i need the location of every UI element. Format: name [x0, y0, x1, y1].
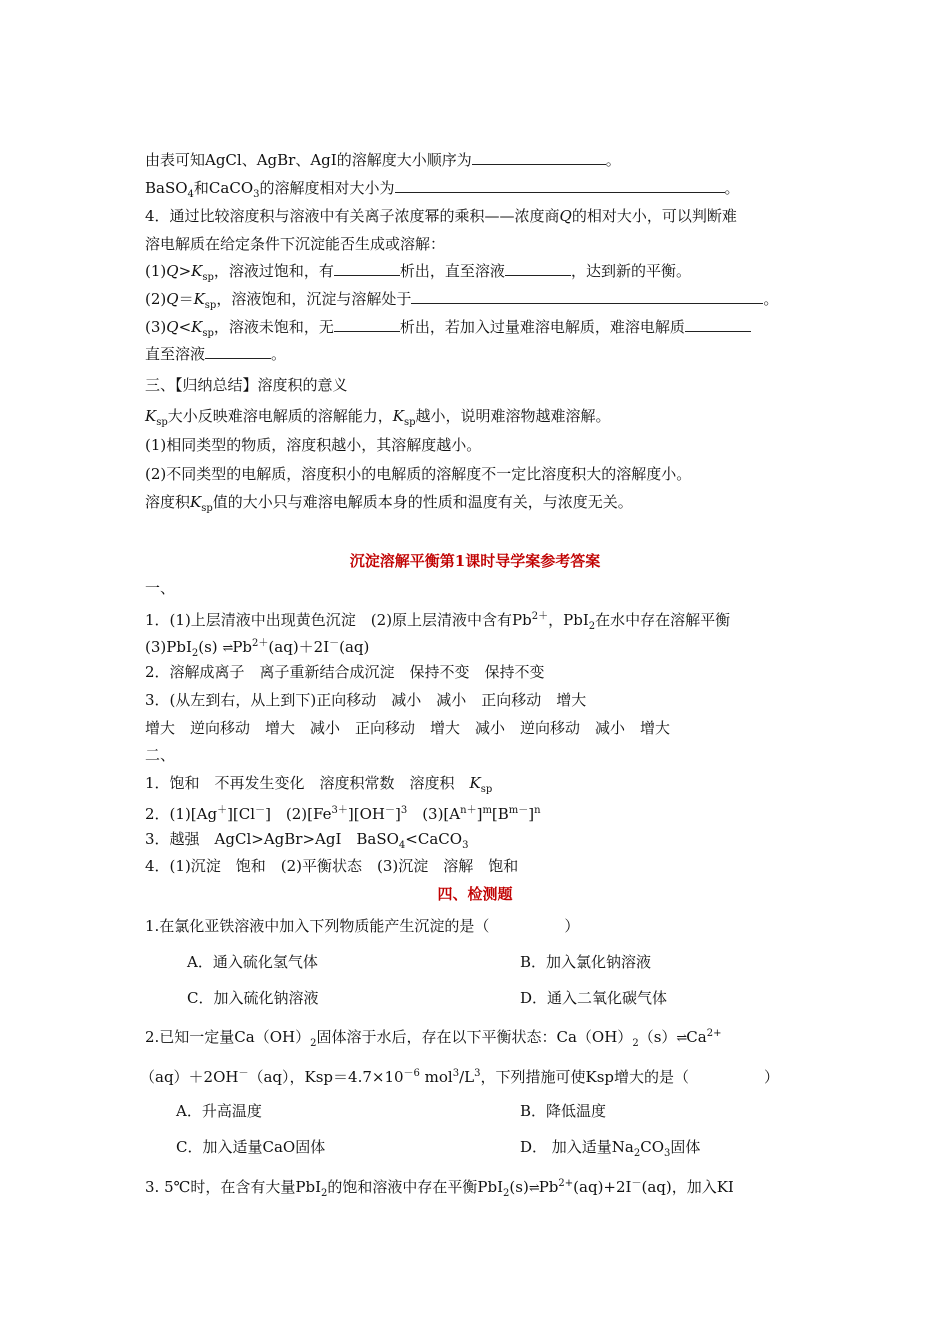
text: (1): [145, 262, 167, 280]
text: ]: [394, 805, 401, 823]
text-line: [145, 261, 691, 288]
text: 4．通过比较溶度积与溶液中有关离子浓度幂的乘积——浓度商: [145, 207, 560, 225]
text: (2): [145, 290, 167, 308]
equilibrium-arrow-icon: ⇌: [676, 1031, 687, 1046]
fill-blank: [505, 261, 571, 276]
fill-blank: [685, 317, 751, 332]
fill-blank: [411, 289, 763, 304]
subscript: sp: [202, 328, 214, 339]
superscript: －: [631, 1178, 642, 1189]
italic-symbol: K: [193, 290, 205, 308]
text-line: [145, 634, 369, 664]
text: D．通入二氧化碳气体: [520, 989, 668, 1007]
text-line: [145, 829, 468, 856]
superscript: m: [482, 805, 492, 816]
text-line: [145, 406, 611, 433]
subscript: 3: [462, 840, 469, 851]
text: 大小反映难溶电解质的溶解能力，: [167, 407, 393, 425]
text: 值的大小只与难溶电解质本身的性质和温度有关，与浓度无关。: [212, 493, 633, 511]
subscript: sp: [156, 417, 168, 428]
text: A．升高温度: [176, 1102, 262, 1120]
text: BaSO: [145, 179, 188, 197]
superscript: 3: [452, 1068, 460, 1079]
superscript: 2+: [558, 1178, 574, 1189]
option-a: [187, 952, 318, 972]
text-line: [145, 464, 691, 484]
text: 。: [605, 151, 621, 169]
text: 增大 逆向移动 增大 减小 正向移动 增大 减小 逆向移动 减小 增大: [145, 719, 671, 737]
text: mol: [419, 1068, 453, 1086]
text: (3)PbI: [145, 638, 192, 656]
text: ]: [476, 805, 483, 823]
text: 在水中存在溶解平衡: [595, 611, 731, 629]
text: B．降低温度: [520, 1102, 607, 1120]
subscript: 2: [321, 1188, 328, 1199]
subscript: 2: [310, 1038, 317, 1049]
text: （aq），Ksp＝4.7×10: [248, 1068, 404, 1086]
text: (aq)+2I: [573, 1178, 632, 1196]
text: Ca: [686, 1028, 707, 1046]
superscript: 3: [474, 1068, 481, 1079]
subscript: sp: [480, 784, 493, 795]
text-line: [145, 206, 737, 226]
text-line: [145, 801, 541, 824]
text: (2)不同类型的电解质，溶度积小的电解质的溶解度不一定比溶度积大的溶解度小。: [145, 465, 692, 483]
equilibrium-arrow-icon: ⇌: [528, 1181, 539, 1196]
text: 1.在氯化亚铁溶液中加入下列物质能产生沉淀的是（ ）: [145, 917, 580, 935]
superscript: －6: [403, 1068, 420, 1079]
fill-blank: [334, 261, 400, 276]
text: <: [178, 318, 192, 336]
text-line: [145, 662, 545, 682]
text-line: [145, 317, 751, 344]
fill-blank: [395, 178, 725, 193]
section-label: [145, 745, 175, 765]
text-line: [145, 690, 586, 710]
text: ][OH: [347, 805, 385, 823]
text: 3. 5℃时，在含有大量PbI: [145, 1178, 322, 1196]
subscript: 2: [632, 1038, 639, 1049]
text: ][Cl: [227, 805, 256, 823]
question-3: [145, 1174, 734, 1204]
text: 的饱和溶液中存在平衡PbI: [327, 1178, 504, 1196]
text-line: [145, 856, 518, 876]
text: 1．饱和 不再发生变化 溶度积常数 溶度积: [145, 774, 470, 792]
text: ，PbI: [548, 611, 589, 629]
text: (aq)＋2I: [268, 638, 330, 656]
italic-symbol: K: [191, 262, 203, 280]
text: （aq）＋2OH: [140, 1068, 239, 1086]
text: 由表可知AgCl、AgBr、AgI的溶解度大小顺序为: [145, 151, 472, 169]
subscript: 2: [503, 1188, 510, 1199]
italic-symbol: Q: [559, 207, 572, 225]
text: 。: [763, 290, 779, 308]
text-line: [145, 435, 481, 455]
text: [B: [491, 805, 509, 823]
text: ＝: [178, 290, 194, 308]
subscript: 3: [253, 189, 260, 200]
text: 固体溶于水后，存在以下平衡状态：Ca（OH）: [316, 1028, 633, 1046]
text: （s）: [638, 1028, 677, 1046]
text: ]: [528, 805, 535, 823]
text: 溶电解质在给定条件下沉淀能否生成或溶解：: [145, 235, 446, 253]
superscript: n＋: [460, 805, 477, 816]
text: (aq)，加入KI: [641, 1178, 734, 1196]
option-d: [520, 988, 667, 1008]
text: (3): [145, 318, 167, 336]
text: Pb: [232, 638, 253, 656]
answers-title: 沉淀溶解平衡第1课时导学案参考答案: [349, 552, 601, 570]
text: 。: [724, 179, 740, 197]
superscript: 2＋: [531, 611, 549, 622]
fill-blank: [205, 344, 271, 359]
italic-symbol: Q: [166, 318, 179, 336]
option-d: [520, 1137, 700, 1164]
italic-symbol: K: [469, 774, 481, 792]
text: ，溶液过饱和，有: [213, 262, 334, 280]
subscript: 4: [398, 840, 406, 851]
text: ，下列措施可使Ksp增大的是（ ）: [480, 1068, 780, 1086]
subscript: sp: [204, 300, 217, 311]
fill-blank: [472, 150, 606, 165]
text: Pb: [538, 1178, 559, 1196]
text: 1．(1)上层清液中出现黄色沉淀 (2)原上层清液中含有Pb: [145, 611, 532, 629]
superscript: n: [534, 805, 541, 816]
equilibrium-arrow-icon: ⇌: [222, 641, 233, 656]
section-label: [145, 578, 175, 598]
text-line: [145, 492, 633, 519]
text: C．加入适量CaO固体: [176, 1138, 326, 1156]
section-heading: [145, 375, 348, 395]
text: 析出，若加入过量难溶电解质，难溶电解质: [399, 318, 685, 336]
text-line: [145, 178, 740, 205]
italic-symbol: K: [190, 493, 202, 511]
text: 的相对大小，可以判断难: [571, 207, 737, 225]
test-title: 四、检测题: [437, 885, 513, 903]
superscript: 3＋: [331, 805, 348, 816]
superscript: m－: [508, 805, 529, 816]
subscript: sp: [202, 272, 214, 283]
text: /L: [459, 1068, 475, 1086]
text: 2.已知一定量Ca（OH）: [145, 1028, 311, 1046]
text: 3．越强 AgCl>AgBr>AgI BaSO: [145, 830, 399, 848]
superscript: －: [255, 805, 266, 816]
superscript: －: [384, 805, 395, 816]
text: C．加入硫化钠溶液: [187, 989, 319, 1007]
italic-symbol: K: [392, 407, 404, 425]
italic-symbol: K: [145, 407, 157, 425]
text: (3)[A: [407, 805, 461, 823]
text-line: [145, 607, 730, 637]
text: (s): [198, 638, 218, 656]
text: ，溶液饱和，沉淀与溶解处于: [216, 290, 412, 308]
text: ] (2)[Fe: [265, 805, 332, 823]
text-line: [145, 234, 445, 254]
subscript: sp: [404, 417, 416, 428]
text: (1)相同类型的物质，溶度积越小，其溶解度越小。: [145, 436, 482, 454]
text: 。: [271, 345, 287, 363]
text: 一、: [145, 579, 176, 597]
text: 4．(1)沉淀 饱和 (2)平衡状态 (3)沉淀 溶解 饱和: [145, 857, 519, 875]
text: 固体: [670, 1138, 701, 1156]
text: ，溶液未饱和，无: [213, 318, 334, 336]
text: 的溶解度相对大小为: [259, 179, 395, 197]
option-b: [520, 952, 651, 972]
subscript: 3: [664, 1148, 671, 1159]
subscript: sp: [201, 503, 213, 514]
superscript: 3: [400, 805, 408, 816]
text: >: [178, 262, 192, 280]
superscript: －: [238, 1068, 249, 1079]
superscript: ＋: [217, 805, 228, 816]
text: 直至溶液: [145, 345, 206, 363]
text: 2．(1)[Ag: [145, 805, 218, 823]
option-a: [176, 1101, 262, 1121]
superscript: 2+: [706, 1028, 722, 1039]
superscript: －: [329, 638, 340, 649]
text: 溶度积: [145, 493, 191, 511]
subscript: 4: [187, 189, 194, 200]
text-line: [145, 773, 492, 800]
text: A．通入硫化氢气体: [187, 953, 318, 971]
text: D． 加入适量Na: [520, 1138, 634, 1156]
subscript: 2: [191, 648, 199, 659]
italic-symbol: Q: [166, 262, 179, 280]
text: 三、【归纳总结】溶度积的意义: [145, 376, 348, 394]
subscript: 2: [588, 621, 596, 632]
text: (s): [509, 1178, 529, 1196]
text: 和CaCO: [193, 179, 254, 197]
text: B．加入氯化钠溶液: [520, 953, 652, 971]
italic-symbol: Q: [166, 290, 179, 308]
text: 2．溶解成离子 离子重新结合成沉淀 保持不变 保持不变: [145, 663, 545, 681]
text: 3．(从左到右，从上到下)正向移动 减小 减小 正向移动 增大: [145, 691, 587, 709]
text-line: [145, 344, 286, 364]
subscript: 2: [633, 1148, 641, 1159]
text: 析出，直至溶液: [399, 262, 505, 280]
text-line: [145, 150, 621, 170]
option-c: [187, 988, 318, 1008]
text: 越小，说明难溶物越难溶解。: [415, 407, 611, 425]
text: (aq): [339, 638, 370, 656]
text: ，达到新的平衡。: [570, 262, 691, 280]
text: 二、: [145, 746, 176, 764]
text-line: [145, 289, 778, 316]
question-2-cont: [140, 1064, 779, 1087]
superscript: 2＋: [252, 638, 269, 649]
question-2: [145, 1024, 721, 1054]
text: CO: [640, 1138, 665, 1156]
italic-symbol: K: [191, 318, 203, 336]
text: <CaCO: [405, 830, 463, 848]
option-b: [520, 1101, 606, 1121]
fill-blank: [334, 317, 400, 332]
option-c: [176, 1137, 325, 1157]
question-1: [145, 916, 579, 936]
text-line: [145, 718, 670, 738]
